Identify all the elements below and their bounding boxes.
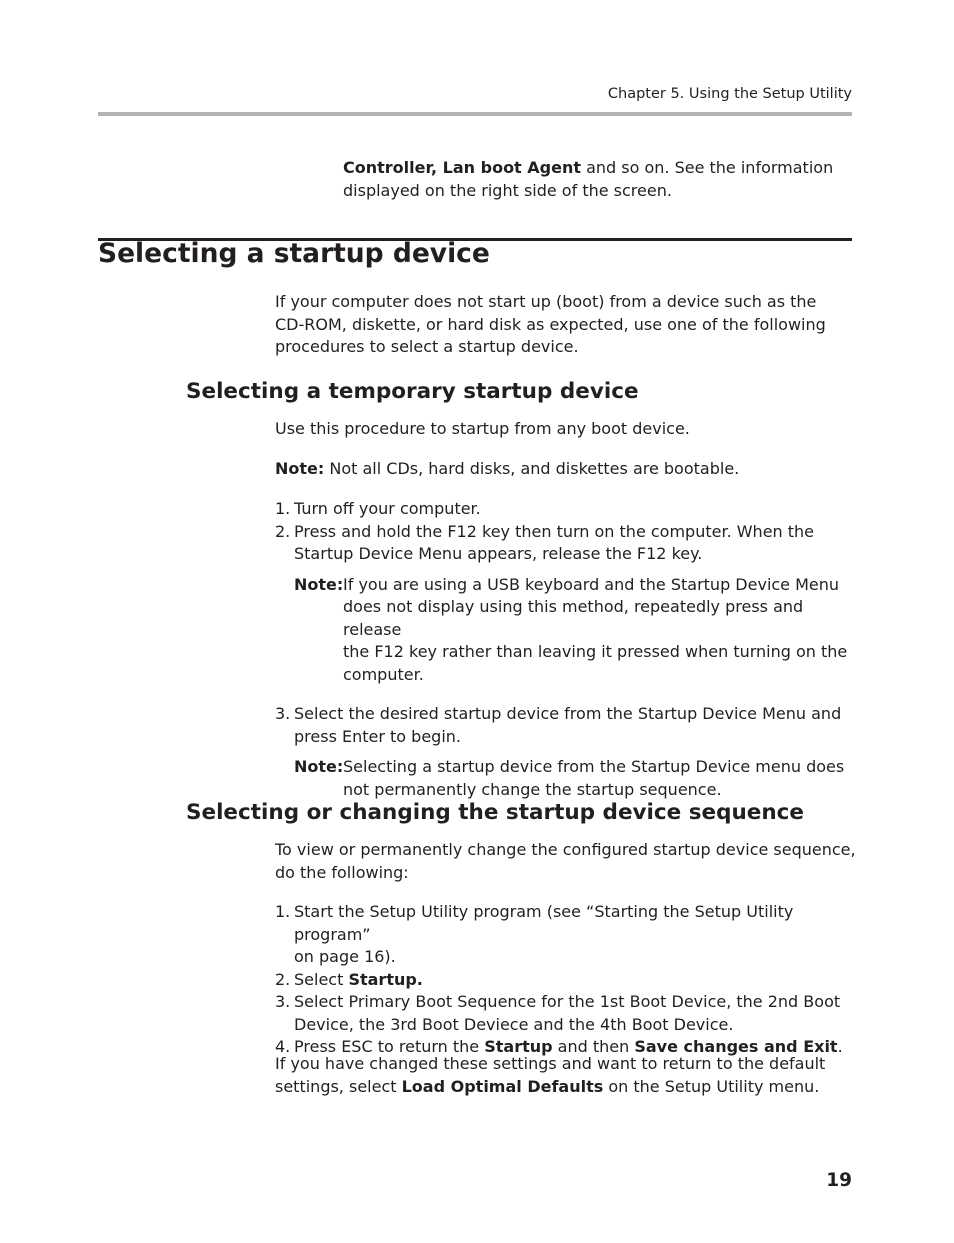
running-header: Chapter 5. Using the Setup Utility <box>607 86 852 102</box>
step-bold: Startup <box>484 1037 553 1056</box>
step-item <box>275 969 855 992</box>
note-line: Selecting a startup device from the Startup Device menu does <box>343 757 845 776</box>
outro-text: settings, select <box>275 1076 402 1096</box>
step-number: 1. <box>275 499 291 518</box>
step-line: Turn off your computer. <box>294 499 481 518</box>
continuation-line-1 <box>343 157 833 180</box>
intro-line: procedures to select a startup device. <box>275 337 579 356</box>
step-line: press Enter to begin. <box>294 726 461 746</box>
step-bold: Save changes and Exit <box>634 1037 838 1056</box>
continuation-line-2: displayed on the right side of the screen. <box>343 180 672 200</box>
step-line: Start the Setup Utility program (see “Starting the Setup Utility program” <box>294 902 794 944</box>
step-text: . <box>837 1037 843 1056</box>
sequence-intro <box>275 839 856 884</box>
outro-text: on the Setup Utility menu. <box>603 1076 820 1096</box>
note-label: Note: <box>294 757 344 776</box>
bold-lead: Controller, Lan boot Agent <box>343 158 581 177</box>
step-text: and then <box>552 1037 635 1056</box>
step-item <box>275 991 855 1036</box>
step-number: 2. <box>275 969 291 989</box>
temporary-note <box>275 458 739 481</box>
step-line <box>294 969 855 992</box>
note-label: Note: <box>294 574 344 594</box>
temporary-intro: Use this procedure to startup from any boot device. <box>275 419 690 438</box>
step-number: 4. <box>275 1037 291 1056</box>
step-number: 3. <box>275 992 291 1011</box>
note-line: computer. <box>343 664 424 684</box>
intro-line: CD-ROM, diskette, or hard disk as expected, use one of the following <box>275 314 826 334</box>
continuation-line-1-rest: and so on. See the information <box>581 158 834 177</box>
section-title: Selecting a startup device <box>98 238 490 269</box>
outro-bold: Load Optimal Defaults <box>401 1076 604 1096</box>
step-number: 1. <box>275 902 291 921</box>
step-number: 2. <box>275 521 291 541</box>
note-line: If you are using a USB keyboard and the Startup Device Menu <box>343 574 840 594</box>
step-number: 3. <box>275 704 291 723</box>
step-line: Device, the 3rd Boot Deviece and the 4th Boot Device. <box>294 1014 734 1034</box>
step-text: Press ESC to return the <box>294 1037 485 1056</box>
header-rule <box>98 112 852 116</box>
sequence-steps <box>275 901 855 1059</box>
step-note <box>294 574 855 687</box>
step-item <box>275 498 855 521</box>
step-bold: Startup. <box>348 969 423 989</box>
outro-line: If you have changed these settings and want to return to the default <box>275 1054 826 1073</box>
subsection-title-sequence: Selecting or changing the startup device sequence <box>186 800 805 825</box>
temporary-steps <box>275 498 855 801</box>
step-line: on page 16). <box>294 947 396 966</box>
note-label: Note: <box>275 459 325 478</box>
step-line: Startup Device Menu appears, release the F12 key. <box>294 544 703 563</box>
intro-line: do the following: <box>275 862 409 882</box>
sequence-outro <box>275 1053 825 1098</box>
step-item <box>275 901 855 969</box>
subsection-title-temporary: Selecting a temporary startup device <box>186 379 639 404</box>
note-line: the F12 key rather than leaving it pressed when turning on the <box>343 642 848 661</box>
step-line: Press and hold the F12 key then turn on the computer. When the <box>294 521 815 541</box>
outro-line <box>275 1076 825 1099</box>
page-number: 19 <box>826 1170 852 1191</box>
note-line: does not display using this method, repeatedly press and release <box>343 597 804 639</box>
step-text: Select <box>294 969 349 989</box>
intro-line: To view or permanently change the configured startup device sequence, <box>275 840 856 859</box>
section-intro <box>275 291 826 359</box>
intro-line: If your computer does not start up (boot) from a device such as the <box>275 292 817 311</box>
note-text: Not all CDs, hard disks, and diskettes are bootable. <box>324 459 740 478</box>
step-item <box>275 703 855 801</box>
step-line: Select the desired startup device from the Startup Device Menu and <box>294 704 842 723</box>
step-line: Select Primary Boot Sequence for the 1st Boot Device, the 2nd Boot <box>294 992 841 1011</box>
step-note <box>294 756 855 801</box>
continuation-paragraph <box>343 157 833 202</box>
step-item <box>275 521 855 687</box>
note-line: not permanently change the startup sequence. <box>343 779 722 799</box>
